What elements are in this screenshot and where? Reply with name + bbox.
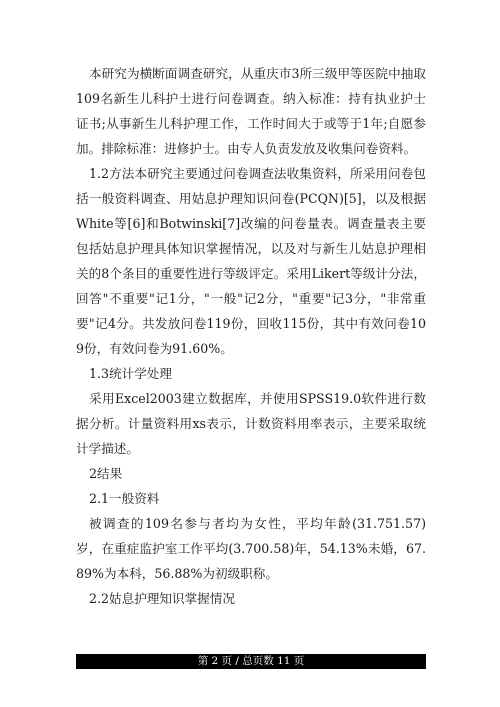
heading-statistics: 1.3统计学处理 [89, 366, 172, 381]
paragraph-study-design: 本研究为横断面调查研究，从重庆市3所三级甲等医院中抽取109名新生儿科护士进行问卷调查。纳入标准：持有执业护士证书;从事新生儿科护理工作，工作时间大于或等于1年;自愿参加。排除标准：进修护士。由专人负责发放及收集问卷资料。 [76, 66, 426, 156]
heading-general-data: 2.1一般资料 [89, 491, 160, 506]
page-footer: 第 2 页 / 总页数 11 页 [76, 654, 426, 669]
document-body [76, 61, 426, 611]
paragraph-statistics: 采用Excel2003建立数据库，并使用SPSS19.0软件进行数据分析。计量资料用xs表示，计数资料用率表示，主要采取统计学描述。 [76, 391, 426, 456]
heading-palliative-knowledge: 2.2姑息护理知识掌握情况 [89, 591, 235, 606]
heading-results: 2结果 [89, 466, 123, 481]
paragraph-methods: 1.2方法本研究主要通过问卷调查法收集资料，所采用问卷包括一般资料调查、用姑息护理知识问卷(PCQN)[5]，以及根据White等[6]和Botwinski[7]改编的问卷量表。调查量表主要包括姑息护理具体知识掌握情况，以及对与新生儿姑息护理相关的8个条目的重要性进行等级评定。采用Likert等级计分法，回答"不重要"记1分，"一般"记2分，"重要"记3分，"非常重要"记4分。共发放问卷119份，回收115份，其中有效问卷109份，有效问卷为91.60%。 [76, 166, 426, 356]
paragraph-general-data: 被调查的109名参与者均为女性，平均年龄(31.751.57)岁，在重症监护室工作平均(3.700.58)年，54.13%未婚，67.89%为本科，56.88%为初级职称。 [76, 516, 426, 581]
